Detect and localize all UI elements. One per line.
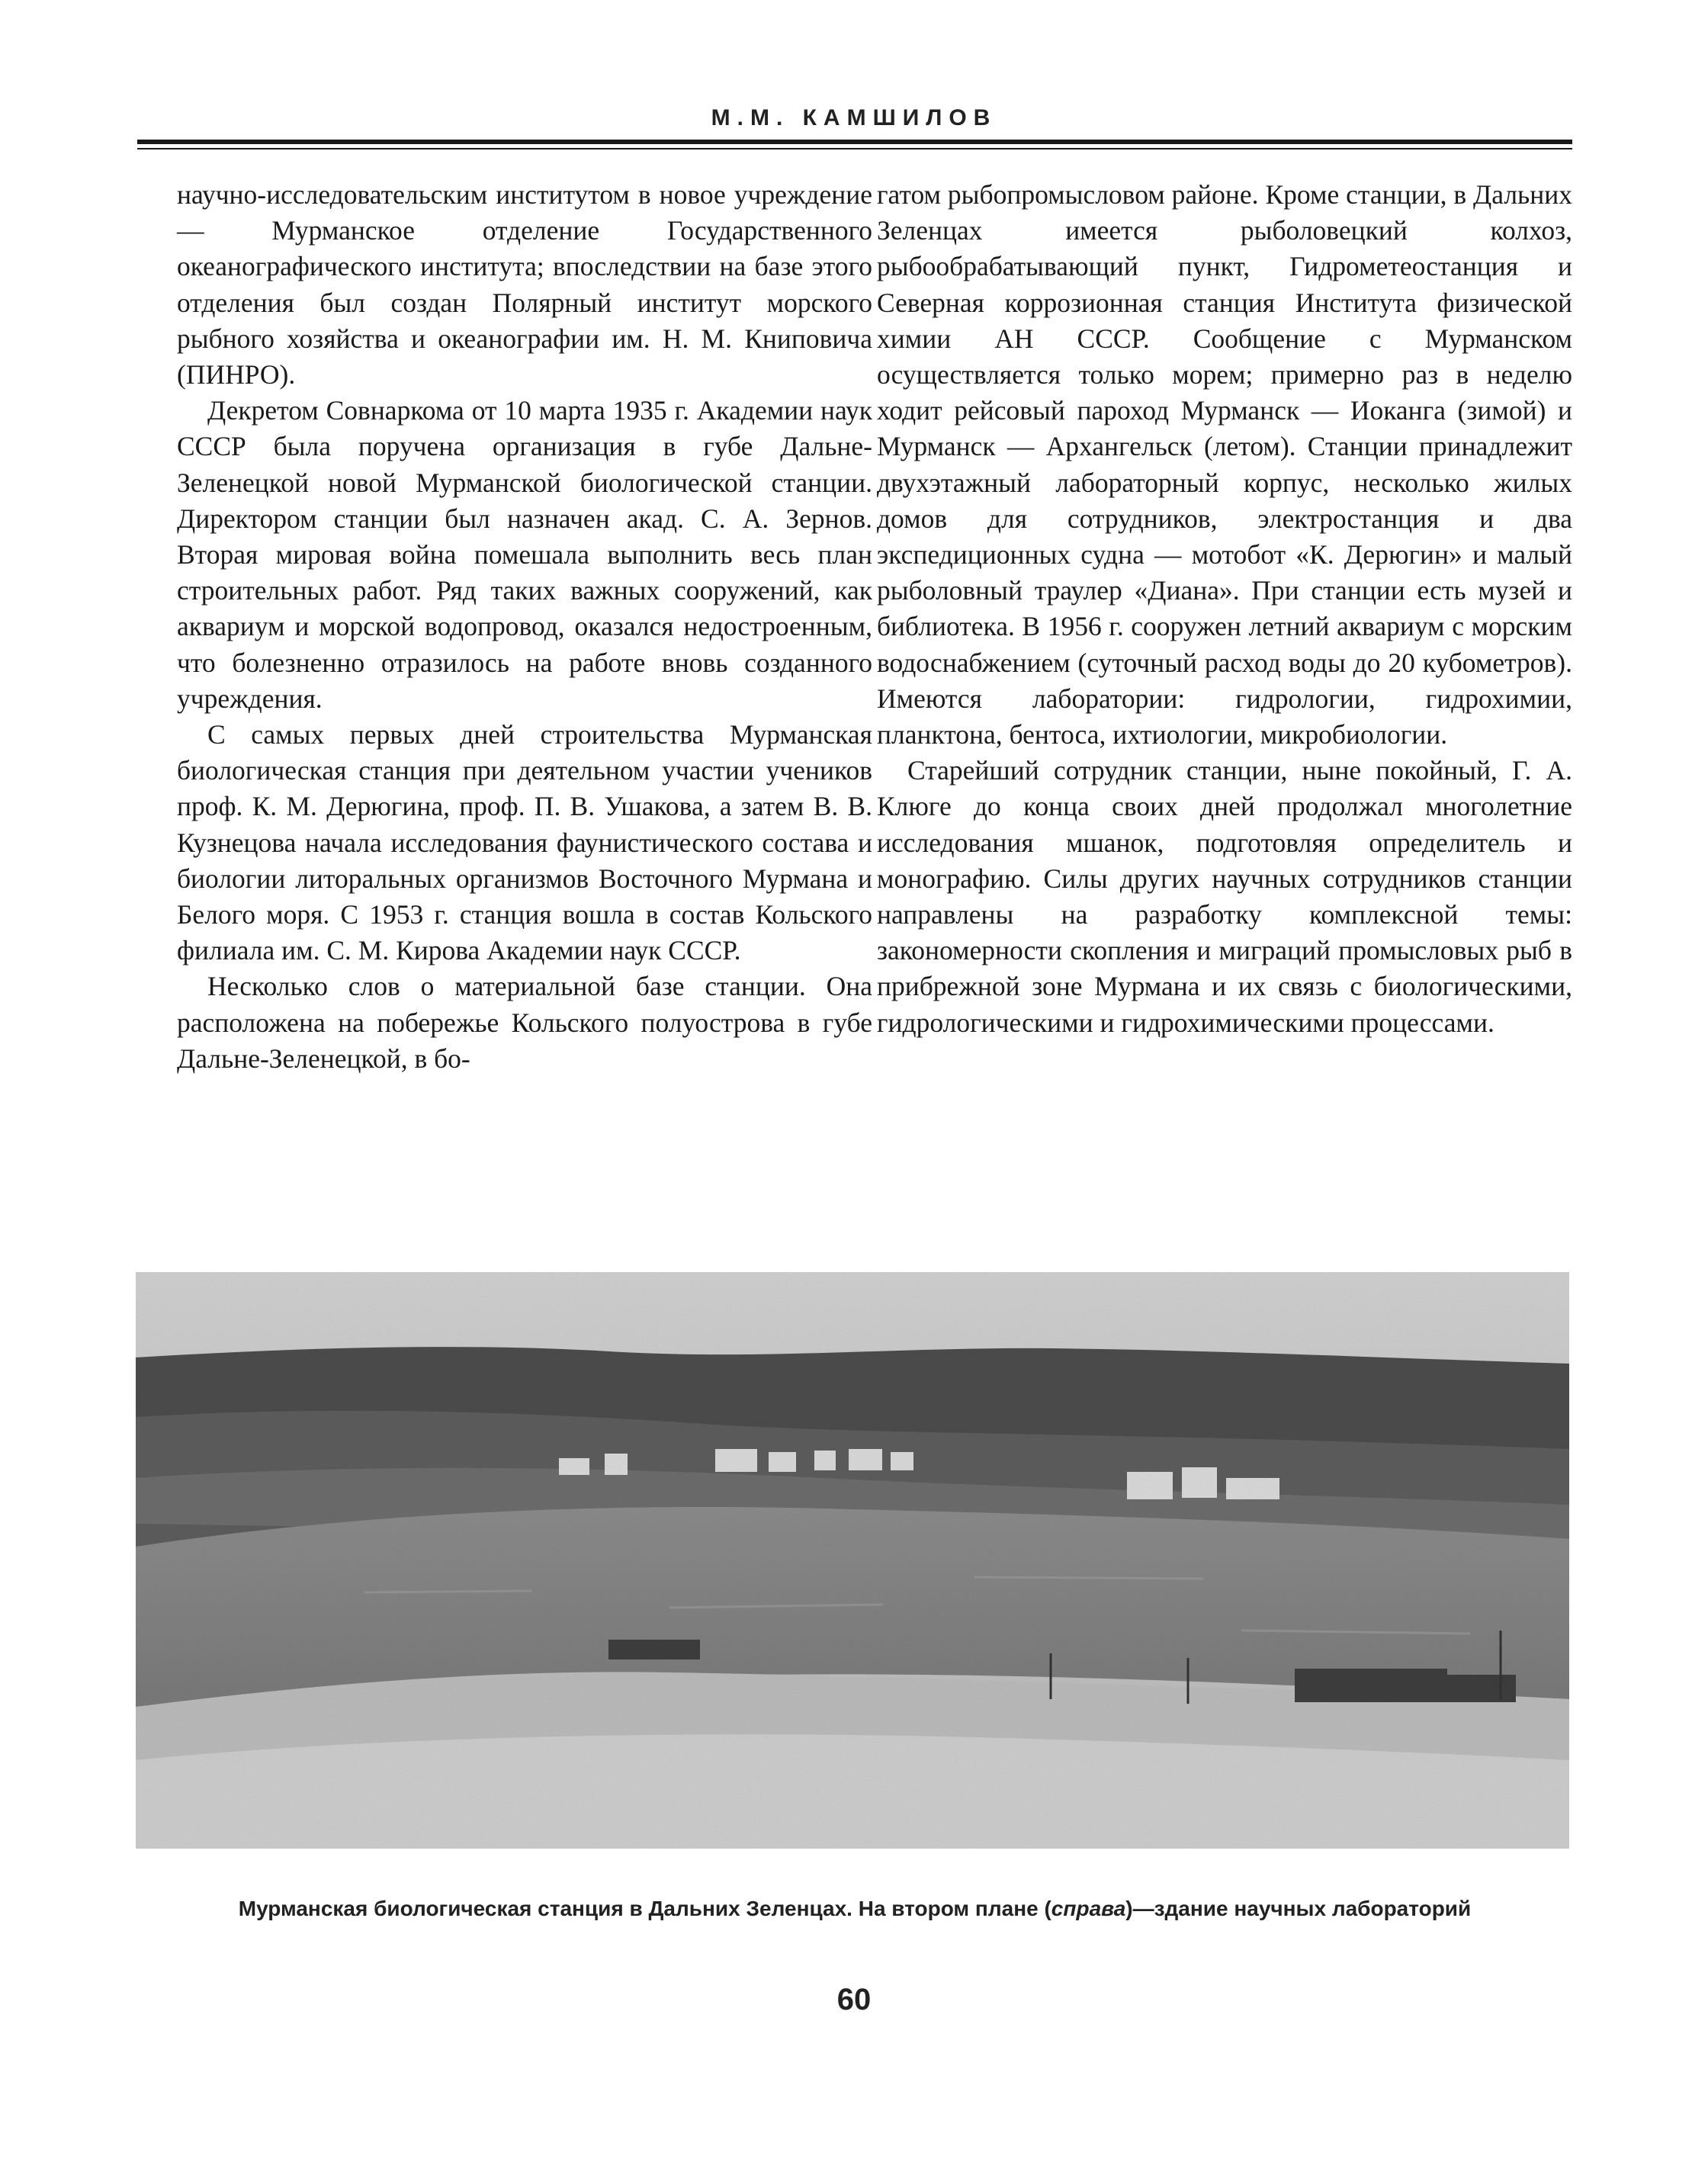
caption-italic: справа: [1051, 1897, 1126, 1920]
figure-caption: [137, 1894, 1572, 1923]
left-column: [177, 177, 872, 1077]
landscape-photo-illustration: [136, 1272, 1569, 1849]
paragraph: гатом рыбопромысловом районе. Кроме станции, в Дальних Зеленцах имеется рыболовецкий колхоз, рыбообрабатывающий пункт, Гидрометеостанция и Северная коррозионная станция Института физической химии АН СССР. Сообщение с Мурманском осуществляется только морем; примерно раз в неделю ходит рейсовый пароход Мурманск — Иоканга (зимой) и Мурманск — Архангельск (летом). Станции принадлежит двухэтажный лабораторный корпус, несколько жилых домов для сотрудников, электростанция и два экспедиционных судна — мотобот «К. Дерюгин» и малый рыболовный траулер «Диана». При станции есть музей и библиотека. В 1956 г. сооружен летний аквариум с морским водоснабжением (суточный расход воды до 20 кубометров). Имеются лаборатории: гидрологии, гидрохимии, планктона, бентоса, ихтиологии, микробиологии.: [877, 179, 1572, 750]
page-number: 60: [836, 1983, 872, 2016]
paragraph: Декретом Совнаркома от 10 марта 1935 г. Академии наук СССР была поручена организация в губе Дальне-Зеленецкой новой Мурманской биологической станции. Директором станции был назначен акад. С. А. Зернов. Вторая мировая война помешала выполнить весь план строительных работ. Ряд таких важных сооружений, как аквариум и морской водопровод, оказался недостроенным, что болезненно отразилось на работе вновь созданного учреждения.: [177, 395, 872, 714]
header-rule-thin: [137, 148, 1572, 149]
caption-text-end: )—здание научных лабораторий: [1125, 1897, 1472, 1920]
running-head-author: М.М. КАМШИЛОВ: [711, 105, 997, 130]
paragraph: научно-исследовательским институтом в новое учреждение — Мурманское отделение Государственного океанографического института; впоследствии на базе этого отделения был создан Полярный институт морского рыбного хозяйства и океанографии им. Н. М. Книповича (ПИНРО).: [177, 179, 872, 390]
right-column: [877, 177, 1572, 1041]
paragraph: С самых первых дней строительства Мурманская биологическая станция при деятельном участии учеников проф. К. М. Дерюгина, проф. П. В. Ушакова, а затем В. В. Кузнецова начала исследования фаунистического состава и биологии литоральных организмов Восточного Мурмана и Белого моря. С 1953 г. станция вошла в состав Кольского филиала им. С. М. Кирова Академии наук СССР.: [177, 719, 872, 966]
caption-text: Мурманская биологическая станция в Дальних Зеленцах. На втором плане (: [238, 1897, 1051, 1920]
header-rule-thick: [137, 140, 1572, 144]
paragraph: Несколько слов о материальной базе станции. Она расположена на побережье Кольского полуострова в губе Дальне-Зеленецкой, в бо-: [177, 971, 872, 1074]
paragraph: Старейший сотрудник станции, ныне покойный, Г. А. Клюге до конца своих дней продолжал многолетние исследования мшанок, подготовляя определитель и монографию. Силы других научных сотрудников станции направлены на разработку комплексной темы: закономерности скопления и миграций промысловых рыб в прибрежной зоне Мурмана и их связь с биологическими, гидрологическими и гидрохимическими процессами.: [877, 755, 1572, 1038]
station-photo: [136, 1272, 1569, 1849]
